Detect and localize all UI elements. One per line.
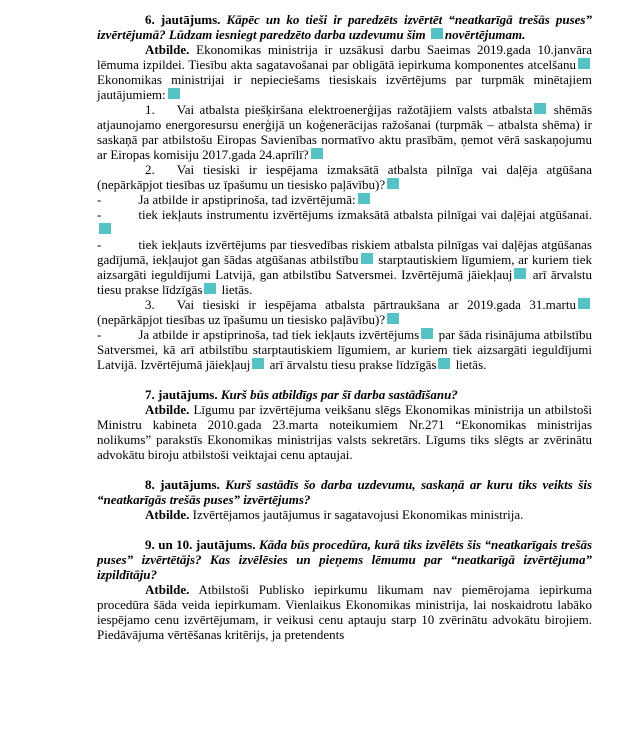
answer-6-item-3 [97,297,592,327]
highlight-marker [438,358,450,369]
text-run: par šāda risinājuma atbilstību Satversmei, kā arī atbilstību starptautiskiem līgumiem, ar kuriem tiek aizsargāti ieguldījumi Latvijā. Izvērtējumā jāiekļauj [97,327,592,372]
tab-space [101,207,138,222]
text-run: lietās. [452,357,487,372]
text-run: Vai tiesiski ir iespējama izmaksātā atbalsta pilnīga vai daļēja atgūšana (nepārkāpjot tiesības uz īpašumu un tiesisko paļāvību)? [97,162,592,192]
text-run: 9. un 10. jautājums. [145,537,256,552]
tab-space [101,192,138,207]
answer-6 [97,42,592,102]
text-run: Atbilde. [145,507,190,522]
text-run: tiek iekļauts instrumentu izvērtējums izmaksātā atbalsta pilnīgai vai daļējai atgūšanai. [138,207,592,222]
text-run: tiek iekļauts izvērtējums par tiesvedības riskiem atbalsta pilnīgas vai daļējas atgūšanas gadījumā, iekļaujot gan šādas atgūšanas atbilstību [97,237,592,267]
answer-6-item-2 [97,162,592,192]
tab-space [155,162,177,177]
text-run: Ja atbilde ir apstiprinoša, tad tiek iekļauts izvērtējums [138,327,420,342]
text-run: 1. [145,102,155,117]
answer-7 [97,402,592,462]
text-run: Izvērtējamos jautājumus ir sagatavojusi Ekonomikas ministrija. [189,507,524,522]
text-run: 8. jautājums. [145,477,220,492]
tab-space [101,327,138,342]
answer-6-item-2-sub-3 [97,237,592,297]
question-7 [97,387,592,402]
answer-6-item-1 [97,102,592,162]
text-run: Vai tiesiski ir iespējama atbalsta pārtraukšana ar 2019.gada 31.martu [176,297,576,312]
text-run: 6. jautājums. [145,12,221,27]
highlight-marker [387,178,399,189]
highlight-marker [421,328,433,339]
highlight-marker [311,148,323,159]
text-run: Ekonomikas ministrijai ir nepieciešams tiesiskais izvērtējums par turpmāk minētajiem jautājumiem: [97,72,592,102]
text-run: Kurš būs atbildīgs par šī darba sastādīšanu? [217,387,458,402]
text-run: - [97,237,102,252]
highlight-marker [252,358,264,369]
highlight-marker [361,253,373,264]
text-run: Atbilde. [145,42,190,57]
text-run: Vai atbalsta piešķiršana elektroenerģijas ražotājiem valsts atbalsta [176,102,533,117]
tab-space [101,237,138,252]
text-run: (nepārkāpjot tiesības uz īpašumu un tiesisko paļāvību)? [97,312,386,327]
answer-6-item-2-sub-2 [97,207,592,237]
tab-space [155,297,177,312]
text-run: arī ārvalstu tiesu prakse līdzīgās [97,267,592,297]
text-run: arī ārvalstu tiesu prakse līdzīgās [266,357,437,372]
highlight-marker [99,223,111,234]
text-run: starptautiskiem līgumiem, ar kuriem tiek aizsargāti ieguldījumi Latvijā, gan atbilstību Satversmei. Izvērtējumā jāiekļauj [97,252,592,282]
answer-9-10 [97,582,592,642]
highlight-marker [358,193,370,204]
text-run: Kāpēc un ko tieši ir paredzēts izvērtēt “neatkarīgā trešās puses” izvērtējumā? Lūdzam iesniegt paredzēto darba uzdevumu šim [97,12,592,42]
text-run: Atbilstoši Publisko iepirkumu likumam nav piemērojama iepirkuma procedūra šāda veida iepirkumam. Vienlaikus Ekonomikas ministrija, lai noskaidrotu labāko iespējamo cenu izvērtējumam, ir veikusi cenu aptauju starp 10 zvērinātu advokātu birojiem. Piedāvājuma vērtēšanas kritērijs, ja pretendents [97,582,592,642]
highlight-marker [168,88,180,99]
text-run: Atbilde. [145,582,190,597]
highlight-marker [578,58,590,69]
question-6 [97,12,592,42]
highlight-marker [578,298,590,309]
highlight-marker [534,103,546,114]
text-run: 7. jautājums. [145,387,218,402]
highlight-marker [514,268,526,279]
question-8 [97,477,592,507]
highlight-marker [204,283,216,294]
paragraph-spacer [97,522,592,537]
text-run: Atbilde. [145,402,190,417]
text-run: - [97,327,102,342]
tab-space [155,102,177,117]
text-run: Kāda būs procedūra, kurā tiks izvēlēts šis “neatkarīgais trešās puses” izvērtētājs? Kas izvēlēsies un pieņems lēmumu par “neatkarīgā izvērtējuma” izpildītāju? [97,537,593,582]
question-9-10 [97,537,592,582]
paragraph-spacer [97,462,592,477]
text-run: Ekonomikas ministrija ir uzsākusi darbu Saeimas 2019.gada 10.janvāra lēmuma izpildei. Tiesību akta sagatavošanai par obligātā iepirkuma komponentes atcelšanu [97,42,592,72]
text-run: lietās. [218,282,253,297]
text-run: - [97,207,102,222]
text-run: 3. [145,297,155,312]
text-run: shēmās atjaunojamo energoresursu enerģijā un koģenerācijas ražošanai (turpmāk – atbalsta shēma) ir saskaņā par atbilstošu Eiropas Savienības normatīvo aktu prasībām, ņemot vērā saskaņojumu ar Eiropas komisiju 2017.gada 24.aprīlī? [97,102,593,162]
answer-6-item-2-sub-1 [97,192,592,207]
text-run: Kurš sastādīs šo darba uzdevumu, saskaņā ar kuru tiks veikts šis “neatkarīgās trešās puses” izvērtējums? [97,477,593,507]
text-run: Līgumu par izvērtējuma veikšanu slēgs Ekonomikas ministrija un atbilstoši Ministru kabineta 2010.gada 23.marta noteikumiem Nr.271 “Ekonomikas ministrijas nolikums” parakstīs Ekonomikas ministrijas valsts sekretārs. Līgums tiks slēgts ar zvērinātu advokātu biroju atbilstoši veiktajai cenu aptaujai. [97,402,592,462]
text-run: 2. [145,162,155,177]
text-run: - [97,192,102,207]
highlight-marker [431,28,443,39]
text-run: Ja atbilde ir apstiprinoša, tad izvērtējumā: [138,192,356,207]
answer-6-item-3-sub-1 [97,327,592,372]
paragraph-spacer [97,372,592,387]
text-run: novērtējumam. [444,27,526,42]
answer-8 [97,507,592,522]
highlight-marker [387,313,399,324]
